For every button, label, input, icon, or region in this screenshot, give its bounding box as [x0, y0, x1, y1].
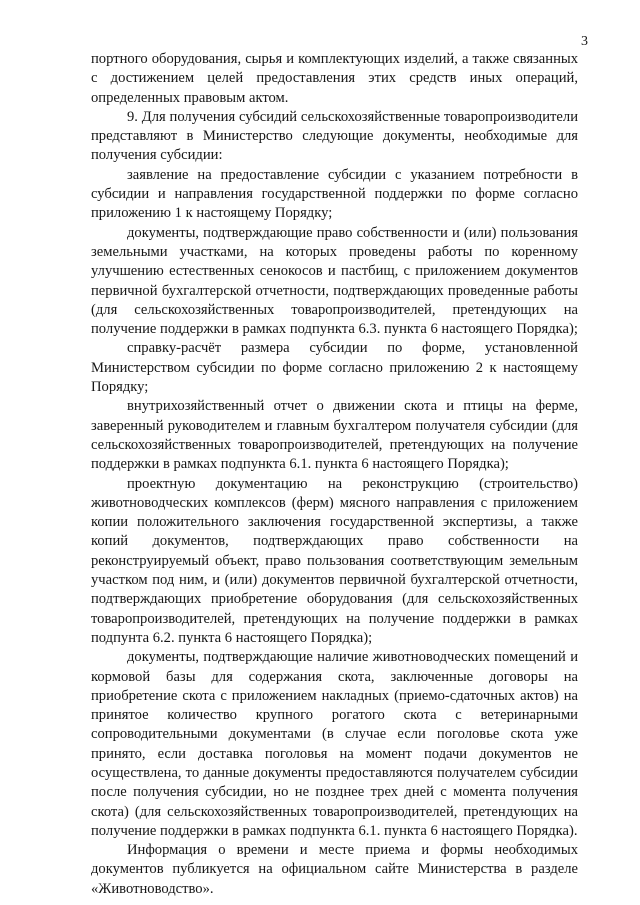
paragraph-land-documents: документы, подтверждающие право собственности и (или) пользования земельными участками, на которых проведены работы по коренному улучшению естественных сенокосов и пастбищ, с приложением документов первичной бухгалтерской отчетности, подтверждающих проведенные работы (для сельскохозяйственных товаропроизводителей, претендующих на получение поддержки в рамках подпункта 6.3. пункта 6 настоящего Порядка);	[91, 224, 578, 338]
paragraph-information: Информация о времени и месте приема и формы необходимых документов публикуется на официальном сайте Министерства в разделе «Животноводство».	[91, 842, 578, 897]
paragraph-item-9: 9. Для получения субсидий сельскохозяйственные товаропроизводители представляют в Министерство следующие документы, необходимые для получения субсидии:	[91, 108, 578, 164]
paragraph-calculation: справку-расчёт размера субсидии по форме, установленной Министерством субсидии по форме согласно приложению 2 к настоящему Порядку;	[91, 340, 578, 396]
paragraph-project-documentation: проектную документацию на реконструкцию (строительство) животноводческих комплексов (ферм) мясного направления с приложением копии положительного заключения государственной экспертизы, а также копий документов, подтверждающих право собственности на реконструируемый объект, право пользования соответствующим земельным участком под ним, и (или) документов первичной бухгалтерской отчетности, подтверждающих приобретение оборудования (для сельскохозяйственных товаропроизводителей, претендующих на получение поддержки в рамках подпунта 6.2. пункта 6 настоящего Порядка);	[91, 475, 578, 646]
paragraph-livestock-documents: документы, подтверждающие наличие животноводческих помещений и кормовой базы для содержания скота, заключенные договоры на приобретение скота с приложением накладных (приемо-сдаточных актов) на принятое количество крупного рогатого скота с ветеринарными сопроводительными документами (в случае если поголовье скота уже принято, если доставка поголовья на момент подачи документов не осуществлена, то данные документы предоставляются получателем субсидии после получения субсидии, но не позднее трех дней с момента получения скота) (для сельскохозяйственных товаропроизводителей, претендующих на получение поддержки в рамках подпункта 6.1. пункта 6 настоящего Порядка).	[91, 649, 578, 839]
paragraph-continuation: портного оборудования, сырья и комплектующих изделий, а также связанных с достижением целей предоставления этих средств иных операций, определенных правовым актом.	[91, 51, 578, 106]
paragraph-application: заявление на предоставление субсидии с указанием потребности в субсидии и направления государственной поддержки по форме согласно приложению 1 к настоящему Порядку;	[91, 166, 578, 222]
paragraph-livestock-report: внутрихозяйственный отчет о движении скота и птицы на ферме, заверенный руководителем и главным бухгалтером получателя субсидии (для сельскохозяйственных товаропроизводителей, претендующих на получение поддержки в рамках подпункта 6.1. пункта 6 настоящего Порядка);	[91, 398, 578, 473]
page-number: 3	[581, 34, 588, 49]
